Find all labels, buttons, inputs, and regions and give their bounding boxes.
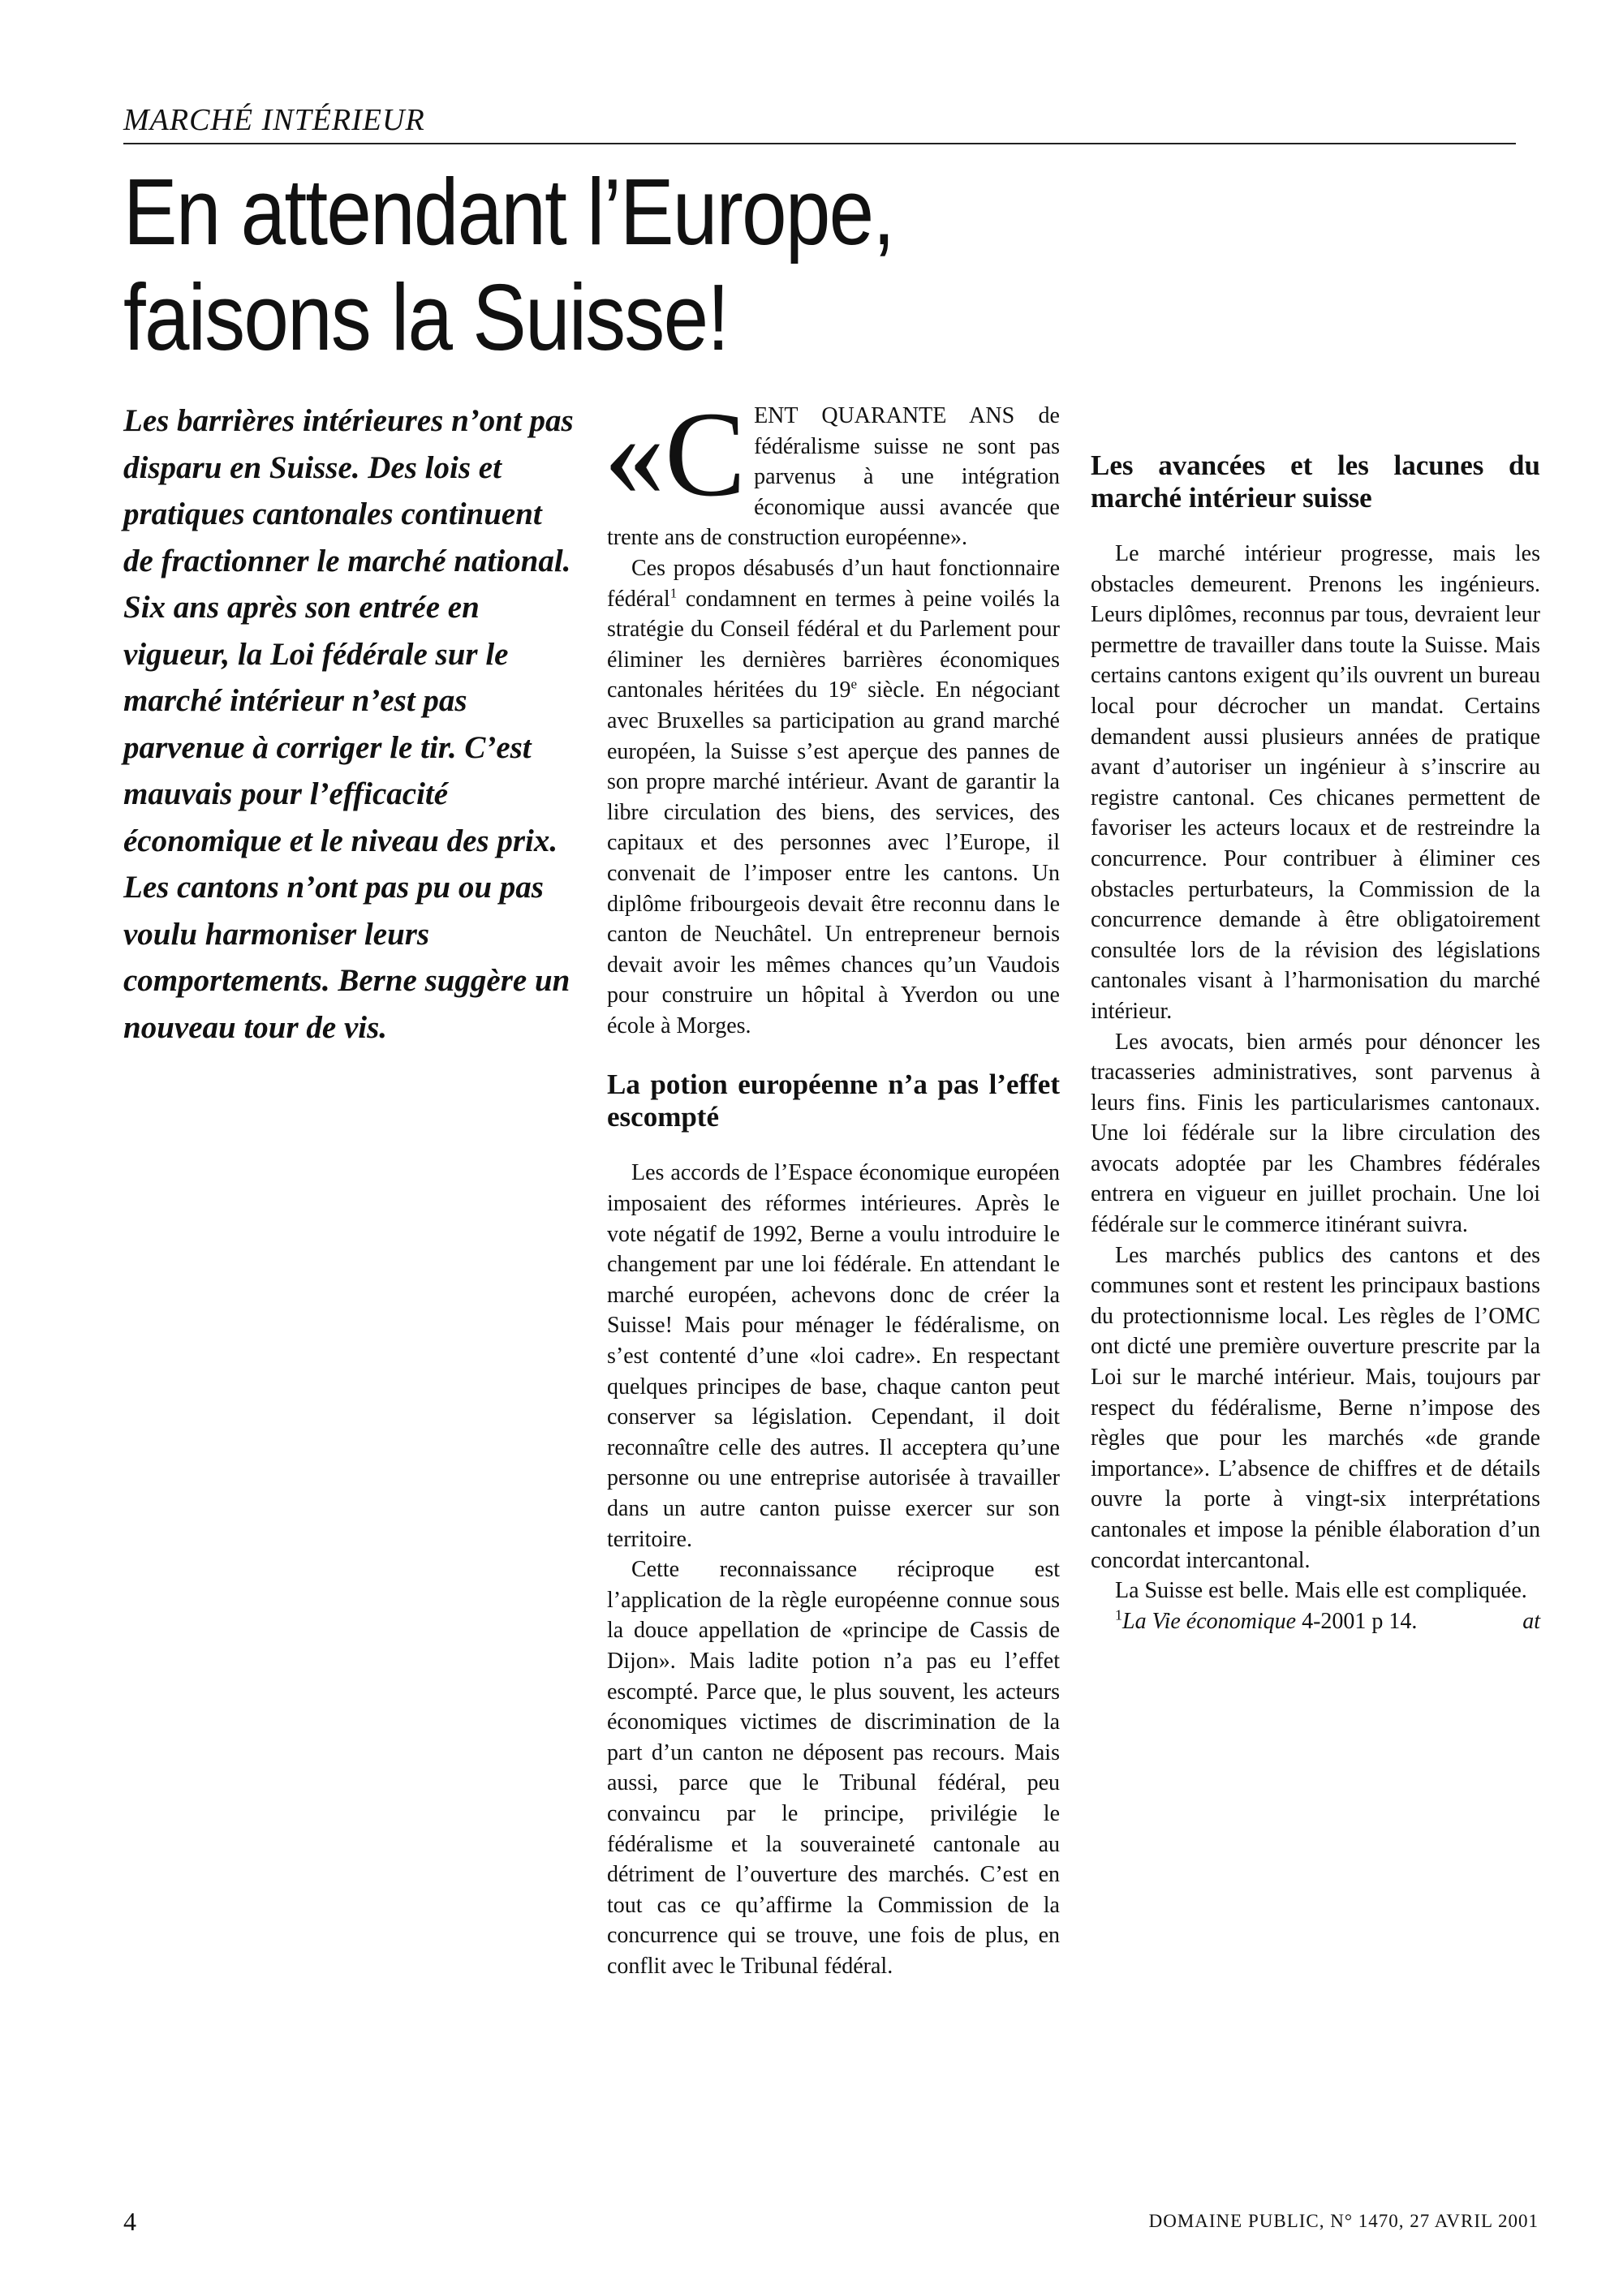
footnote-text: 4-2001 p 14. bbox=[1296, 1608, 1418, 1634]
article-paragraph: Les marchés publics des cantons et des communes sont et restent les principaux bastions du protectionnisme local. Les règles de l’OMC ont dicté une première ouverture prescrite par la Loi sur le marché intérieur. Mais, toujours par respect du fédéralisme, Berne n’impose des règles que pour les marchés «de grande importance». L’absence de chiffres et de détails ouvre la porte à vingt-six interprétations cantonales et impose la pénible élaboration d’un concordat intercantonal. bbox=[1091, 1242, 1540, 1573]
footnote-number: 1 bbox=[1115, 1606, 1122, 1623]
opening-smallcaps: ENT QUARANTE ANS bbox=[754, 403, 1015, 428]
subheading: Les avancées et les lacunes du marché intérieur suisse bbox=[1091, 449, 1540, 514]
drop-cap: «C bbox=[604, 387, 747, 522]
article-paragraph: Le marché intérieur progresse, mais les obstacles demeurent. Prenons les ingénieurs. Leurs diplômes, reconnus par tous, devraient leur permettre de travailler dans toute la Suisse. Mais certains cantons exigent qu’ils ouvrent un bureau local pour décrocher un mandat. Certains demandent aussi plusieurs années de pratique avant d’autoriser un ingénieur à s’inscrire au registre cantonal. Ces chicanes permettent de favoriser les acteurs locaux et de restreindre la concurrence. Pour contribuer à éliminer ces obstacles perturbateurs, la Commission de la concurrence demande à être obligatoirement consultée lors de la révision des législations cantonales visant à l’harmonisation du marché intérieur. bbox=[1091, 541, 1540, 1024]
ordinal-sup: e bbox=[850, 677, 858, 693]
article-paragraph: Les accords de l’Espace économique européen imposaient des réformes intérieures. Après le vote négatif de 1992, Berne a voulu introduire le changement par une loi fédérale. En attendant le marché européen, achevons donc de créer la Suisse! Mais pour ménager le fédéralisme, on s’est contenté d’une «loi cadre». En respectant quelques principes de base, chaque canton peut conserver sa législation. Cependant, il doit reconnaître celle des autres. Il acceptera qu’une personne ou une entreprise autorisée à travailler dans un autre canton puisse exercer sur son territoire. bbox=[607, 1160, 1060, 1552]
article-column-2 bbox=[604, 387, 1060, 1982]
footer-publication: DOMAINE PUBLIC, N° 1470, 27 AVRIL 2001 bbox=[1148, 2211, 1539, 2231]
article-column-3 bbox=[1091, 401, 1540, 1636]
paragraph-text: Ces propos désabusés d’un haut fonctionnaire fédéral bbox=[607, 555, 1060, 612]
lead-text: Les barrières intérieures n’ont pas disparu en Suisse. Des lois et pratiques cantonales continuent de fractionner le marché national. Six ans après son entrée en vigueur, la Loi fédérale sur le marché intérieur n’est pas parvenue à corriger le tir. C’est mauvais pour l’efficacité économique et le niveau des prix. Les cantons n’ont pas pu ou pas voulu harmoniser leurs comportements. Berne suggère un nouveau tour de vis. bbox=[123, 403, 574, 1045]
lead-paragraph bbox=[123, 398, 578, 1051]
rubric-rule bbox=[123, 143, 1516, 144]
author-signature: at bbox=[1522, 1608, 1540, 1634]
paragraph-text: La Suisse est belle. Mais elle est compliquée. bbox=[1115, 1578, 1527, 1604]
page-title bbox=[123, 159, 961, 370]
page-number: 4 bbox=[123, 2207, 136, 2236]
title-line-2: faisons la Suisse! bbox=[123, 264, 729, 370]
paragraph-text: condamnent en termes à peine voilés la stratégie du Conseil fédéral et du Parlement pour éliminer les dernières barrières économiques cantonales héritées du 19 bbox=[607, 586, 1060, 703]
article-paragraph bbox=[604, 387, 1060, 553]
subheading: La potion européenne n’a pas l’effet escompté bbox=[607, 1068, 1060, 1133]
footnote-title: La Vie économique bbox=[1122, 1608, 1297, 1634]
article-paragraph: Cette reconnaissance réciproque est l’application de la règle européenne connue sous la douce appellation de «principe de Cassis de Dijon». Mais ladite potion n’a pas eu l’effet escompté. Parce que, le plus souvent, les acteurs économiques victimes de discrimination de la part d’un canton ne déposent pas recours. Mais aussi, parce que le Tribunal fédéral, peu convaincu par le principe, privilégie le fédéralisme et la souveraineté cantonale au détriment de l’ouverture des marchés. C’est en tout cas ce qu’affirme la Commission de la concurrence qui se trouve, une fois de plus, en conflit avec le Tribunal fédéral. bbox=[607, 1557, 1060, 1979]
footnote-ref: 1 bbox=[669, 585, 678, 601]
paragraph-text: de fédéralisme suisse ne sont pas parvenus à une intégration économique aussi avancée que trente ans de construction européenne». bbox=[607, 403, 1060, 551]
paragraph-text: siècle. En négociant avec Bruxelles sa participation au grand marché européen, la Suisse s’est aperçue des pannes de son propre marché intérieur. Avant de garantir la libre circulation des biens, des services, des capitaux et des personnes avec l’Europe, il convenait de l’imposer entre les cantons. Un diplôme fribourgeois devait être reconnu dans le canton de Neuchâtel. Un entrepreneur bernois devait avoir les mêmes chances qu’un Vaudois pour construire un hôpital à Yverdon ou une école à Morges. bbox=[607, 677, 1060, 1038]
rubric: MARCHÉ INTÉRIEUR bbox=[123, 103, 425, 137]
article-paragraph: Les avocats, bien armés pour dénoncer les tracasseries administratives, sont parvenus à leurs fins. Finis les particularismes cantonaux. Une loi fédérale sur la libre circulation des avocats adoptée par les Chambres fédérales entrera en vigueur en juillet prochain. Une loi fédérale sur le commerce itinérant suivra. bbox=[1091, 1029, 1540, 1238]
article-paragraph bbox=[607, 553, 1060, 1042]
title-line-1: En attendant l’Europe, bbox=[123, 159, 894, 264]
footnote bbox=[1091, 1606, 1540, 1637]
